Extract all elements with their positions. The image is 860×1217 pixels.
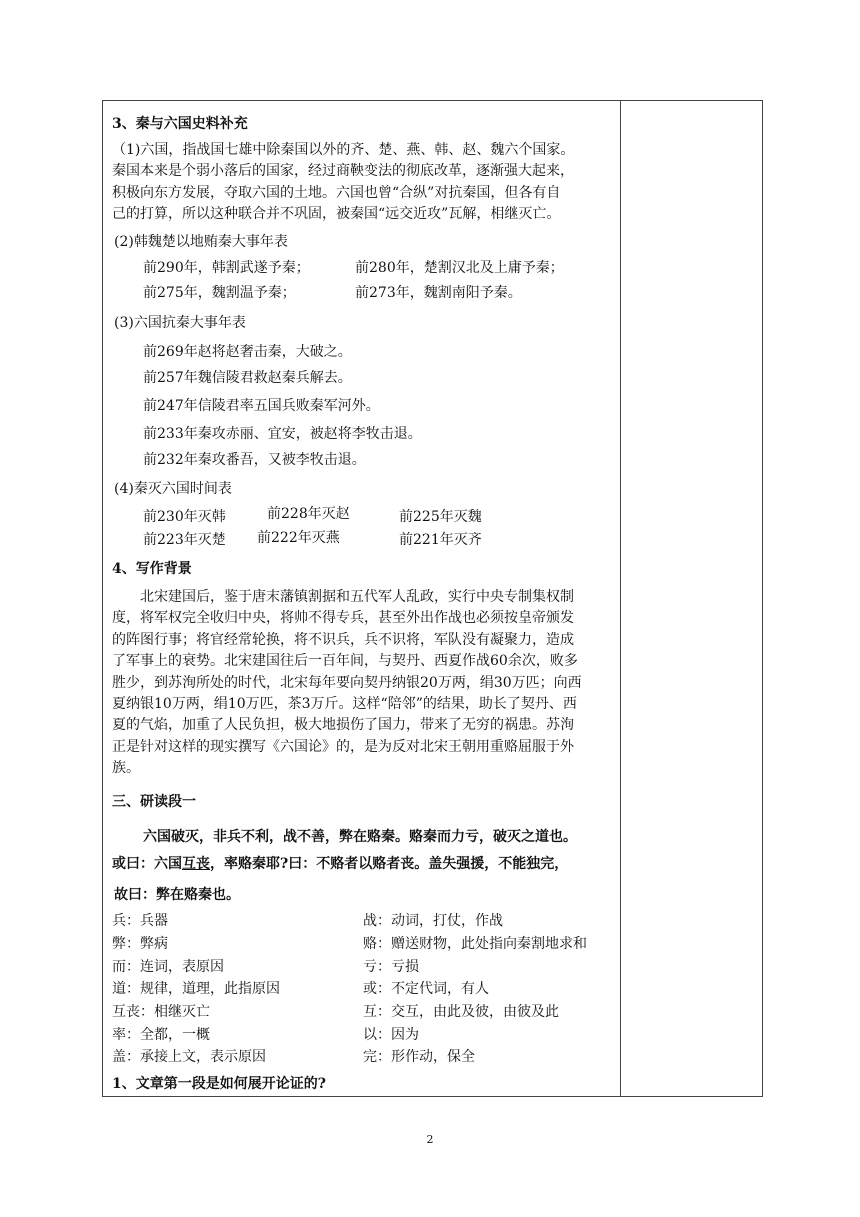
table-cell: 前223年灭楚 bbox=[143, 532, 226, 548]
gloss-item: 战：动词，打仗，作战 bbox=[363, 913, 503, 929]
original-text-line-2: 或曰：六国互丧，率赂秦耶?曰：不赂者以赂者丧。盖失强援，不能独完， bbox=[112, 856, 569, 872]
gloss-item: 盖：承接上文，表示原因 bbox=[112, 1049, 266, 1065]
paragraph-six-states: （1)六国，指战国七雄中除秦国以外的齐、楚、燕、韩、赵、魏六个国家。 秦国本来是个弱小落后的国家，经过商鞅变法的彻底改革，逐渐强大起来， 积极向东方发展，夺取六国的土地。六国也曾“合纵”对抗秦国，但各有自 己的打算，所以这种联合并不巩固，被秦国“远交近攻”瓦解，相继灭亡。 bbox=[112, 142, 575, 223]
gloss-item: 赂：赠送财物，此处指向秦割地求和 bbox=[363, 936, 587, 952]
subtitle-land-bribe-table: (2)韩魏楚以地贿秦大事年表 bbox=[114, 234, 288, 250]
gloss-item: 完：形作动，保全 bbox=[363, 1049, 475, 1065]
gloss-item: 以：因为 bbox=[363, 1027, 419, 1043]
section-heading-study: 三、研读段一 bbox=[112, 794, 196, 810]
gloss-item: 兵：兵器 bbox=[112, 913, 168, 929]
table-cell: 前230年灭韩 bbox=[143, 509, 226, 525]
table-cell: 前228年灭赵 bbox=[267, 506, 350, 522]
section-heading-4: 4、写作背景 bbox=[112, 561, 192, 577]
gloss-item: 互丧：相继灭亡 bbox=[112, 1004, 210, 1020]
table-cell: 前221年灭齐 bbox=[399, 532, 482, 548]
gloss-item: 或：不定代词，有人 bbox=[363, 981, 489, 997]
gloss-item: 亏：亏损 bbox=[363, 959, 419, 975]
original-text-line-1: 六国破灭，非兵不利，战不善，弊在赂秦。赂秦而力亏，破灭之道也。 bbox=[143, 829, 577, 845]
table-cell: 前280年，楚割汉北及上庸予秦； bbox=[355, 260, 564, 276]
subtitle-conquest-timeline: (4)秦灭六国时间表 bbox=[114, 481, 232, 497]
list-item: 前247年信陵君率五国兵败秦军河外。 bbox=[143, 398, 380, 414]
question-1: 1、文章第一段是如何展开论证的? bbox=[112, 1076, 326, 1092]
gloss-item: 率：全都，一概 bbox=[112, 1027, 210, 1043]
original-text-line-3: 故曰：弊在赂秦也。 bbox=[114, 887, 240, 903]
list-item: 前232年秦攻番吾，又被李牧击退。 bbox=[143, 452, 366, 468]
page-number: 2 bbox=[426, 1133, 434, 1146]
list-item: 前257年魏信陵君救赵秦兵解去。 bbox=[143, 370, 352, 386]
subtitle-resistance-table: (3)六国抗秦大事年表 bbox=[114, 315, 246, 331]
list-item: 前233年秦攻赤丽、宜安，被赵将李牧击退。 bbox=[143, 426, 422, 442]
gloss-item: 道：规律，道理，此指原因 bbox=[112, 981, 280, 997]
table-column-divider bbox=[620, 100, 621, 1097]
table-cell: 前290年，韩割武遂予秦； bbox=[143, 260, 310, 276]
table-cell: 前222年灭燕 bbox=[257, 530, 340, 546]
section-heading-3: 3、秦与六国史料补充 bbox=[112, 116, 248, 132]
table-cell: 前225年灭魏 bbox=[399, 509, 482, 525]
gloss-item: 互：交互，由此及彼，由彼及此 bbox=[363, 1004, 559, 1020]
gloss-item: 而：连词，表原因 bbox=[112, 959, 224, 975]
paragraph-background: 北宋建国后，鉴于唐末藩镇割据和五代军人乱政，实行中央专制集权制 度，将军权完全收归中央，将帅不得专兵，甚至外出作战也必须按皇帝颁发 的阵图行事；将官经常轮换，将不识兵，兵不识将，军队没有凝聚力，造成 了军事上的衰势。北宋建国往后一百年间，与契丹、西夏作战60余次，败多 胜少，到苏洵所处的时代，北宋每年要向契丹纳银20万两，绢30万匹；向西 夏纳银10万两，绢10万匹，茶3万斤。这样“陪邻”的结果，助长了契丹、西 夏的气焰，加重了人民负担，极大地损伤了国力，带来了无穷的祸患。苏洵 正是针对这样的现实撰写《六国论》的，是为反对北宋王朝用重赂屈服于外 族。 bbox=[112, 589, 582, 777]
table-cell: 前273年，魏割南阳予秦。 bbox=[355, 285, 522, 301]
list-item: 前269年赵将赵奢击秦，大破之。 bbox=[143, 344, 352, 360]
table-cell: 前275年，魏割温予秦； bbox=[143, 285, 296, 301]
gloss-item: 弊：弊病 bbox=[112, 936, 168, 952]
